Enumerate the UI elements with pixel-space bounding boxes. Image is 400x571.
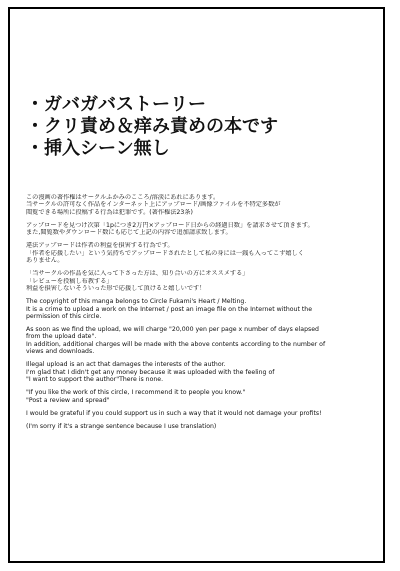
en-apology-block [26,423,371,430]
jp-line: 当サークルの許可なく作品をインターネット上にアップロード/画像ファイルを不特定多数が [26,201,281,209]
en-copyright-block [26,298,371,320]
en-line: permission of this circle. [26,312,102,320]
en-illegal-block [26,361,371,383]
jp-line: また,閲覧数やダウンロード数にも応じて上記の内容で追加請求致します。 [26,229,232,237]
en-additional-block [26,341,371,356]
en-line: It is a crime to upload a work on the Internet / post an image file on the Internet without the [26,305,313,313]
en-line: In addition, additional charges will be made with the above contents according to the number of [26,340,326,348]
copyright-notice [26,194,371,436]
en-line: I would be grateful if you could support us in such a way that it would not damage your profits! [26,409,322,417]
en-line: The copyright of this manga belongs to Circle Fukami's Heart / Melting. [26,298,247,306]
jp-line: ありません。 [26,257,64,265]
jp-charge-block [26,222,371,237]
jp-line: 「作者を応援したい」という気持ちでアップロードされたとして私の身には一銭も入ってこず嬉しく [26,249,304,257]
jp-line: この漫画の著作権はサークルふかみのこころ/溶淡にあれにあります。 [26,194,220,201]
jp-support-block [26,270,371,292]
en-line: As soon as we find the upload, we will charge "20,000 yen per page x number of days elapsed [26,326,319,334]
jp-line: アップロードを見つけ次第「1pにつき2万円×アップロード日からの経過日数」を請求させて頂きます。 [26,221,314,229]
jp-line: 「レビューを投稿し布教する」 [26,277,113,285]
en-line: (I'm sorry if it's a strange sentence because I use translation) [26,423,217,431]
jp-copyright-block [26,194,371,216]
en-line: I'm glad that I didn't get any money because it was uploaded with the feeling of [26,368,275,376]
en-line: from the upload date". [26,333,97,341]
tag-line-2: ・クリ責め＆痒み責めの本です [26,116,278,137]
jp-illegal-block [26,242,371,264]
jp-line: 閲覧できる場所に投稿する行為は犯罪です。(著作権法23条) [26,208,193,216]
jp-line: 「当サークルの作品を気に入って下さった方は、知り合いの方にオススメする」 [26,270,249,278]
tag-line-1: ・ガバガバストーリー [26,94,206,115]
tag-line-3: ・挿入シーン無し [26,138,170,159]
jp-line: 利益を損害しないそういった形で応援して頂けると嬉しいです！ [26,284,206,292]
en-line: "If you like the work of this circle, I recommend it to people you know." [26,389,246,397]
en-grateful-block [26,410,371,417]
content-tags [26,94,346,160]
en-line: Illegal upload is an act that damages the interests of the author. [26,361,226,369]
en-line: "I want to support the author"There is none. [26,375,164,383]
en-line: views and downloads. [26,348,95,356]
en-recommend-block [26,389,371,404]
jp-line: 違法アップロードは作者の利益を損害する行為です。 [26,242,174,250]
en-charge-block [26,326,371,341]
en-line: "Post a review and spread" [26,396,110,404]
